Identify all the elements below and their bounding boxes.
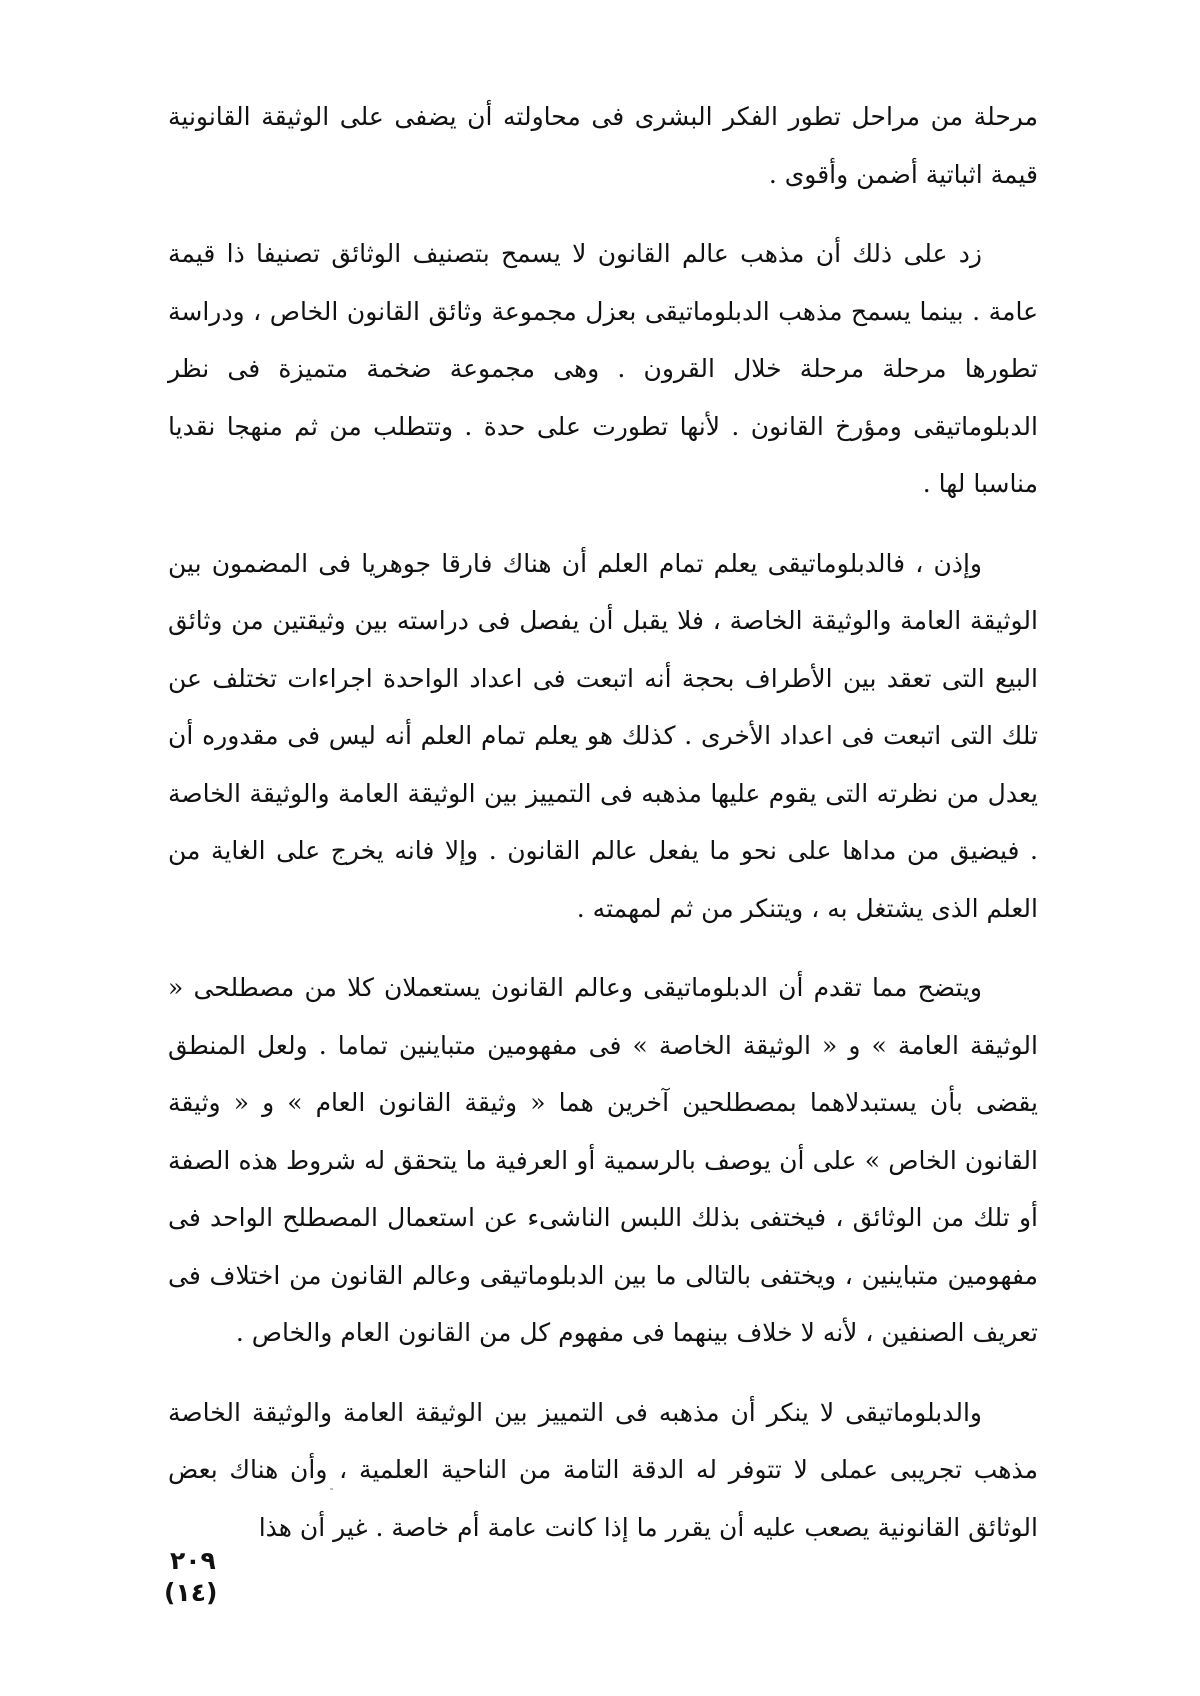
paragraph-terminology: ويتضح مما تقدم أن الدبلوماتيقى وعالم القانون يستعملان كلا من مصطلحى « الوثيقة العامة » و « الوثيقة الخاصة » فى مفهومين متباينين تماما . ولعل المنطق يقضى بأن يستبدلاهما بمصطلحين آخرين هما « وثيقة القانون العام » و « وثيقة القانون الخاص » على أن يوصف بالرسمية أو العرفية ما يتحقق له شروط هذه الصفة أو تلك من الوثائق ، فيختفى بذلك اللبس الناشىء عن استعمال المصطلح الواحد فى مفهومين متباينين ، ويختفى بالتالى ما بين الدبلوماتيقى وعالم القانون من اختلاف فى تعريف الصنفين ، لأنه لا خلاف بينهما فى مفهوم كل من القانون العام والخاص . — [168, 973, 1038, 1347]
paragraph-diplomatics-distinction: وإذن ، فالدبلوماتيقى يعلم تمام العلم أن هناك فارقا جوهريا فى المضمون بين الوثيقة العامة والوثيقة الخاصة ، فلا يقبل أن يفصل فى دراسته بين وثيقتين من وثائق البيع التى تعقد بين الأطراف بحجة أنه اتبعت فى اعداد الواحدة اجراءات تختلف عن تلك التى اتبعت فى اعداد الأخرى . كذلك هو يعلم تمام العلم أنه ليس فى مقدوره أن يعدل من نظرته التى يقوم عليها مذهبه فى التمييز بين الوثيقة العامة والوثيقة الخاصة . فيضيق من مداها على نحو ما يفعل عالم القانون . وإلا فانه يخرج على الغاية من العلم الذى يشتغل به ، ويتنكر من ثم لمهمته . — [168, 548, 1038, 923]
page-number: ٢٠٩ — [170, 1546, 216, 1575]
paragraph-empirical-method: والدبلوماتيقى لا ينكر أن مذهبه فى التمييز بين الوثيقة العامة والوثيقة الخاصة مذهب تجريبى عملى لا تتوفر له الدقة التامة من الناحية العلمية ، وأن هناك بعض الوثائق القانونية يصعب عليه أن يقرر ما إذا كانت عامة أم خاصة . غير أن هذا — [168, 1397, 1038, 1542]
signature-number: (١٤) — [164, 1578, 218, 1607]
paragraph-continuation: مرحلة من مراحل تطور الفكر البشرى فى محاولته أن يضفى على الوثيقة القانونية قيمة اثباتية أضمن وأقوى . — [168, 102, 1038, 189]
body-text — [168, 88, 1038, 1578]
paragraph-legal-classification: زد على ذلك أن مذهب عالم القانون لا يسمح بتصنيف الوثائق تصنيفا ذا قيمة عامة . بينما يسمح مذهب الدبلوماتيقى بعزل مجموعة وثائق القانون الخاص ، ودراسة تطورها مرحلة مرحلة خلال القرون . وهى مجموعة ضخمة متميزة فى نظر الدبلوماتيقى ومؤرخ القانون . لأنها تطورت على حدة . وتتطلب من ثم منهجا نقديا مناسبا لها . — [168, 239, 1038, 498]
scan-speck — [330, 1488, 333, 1490]
